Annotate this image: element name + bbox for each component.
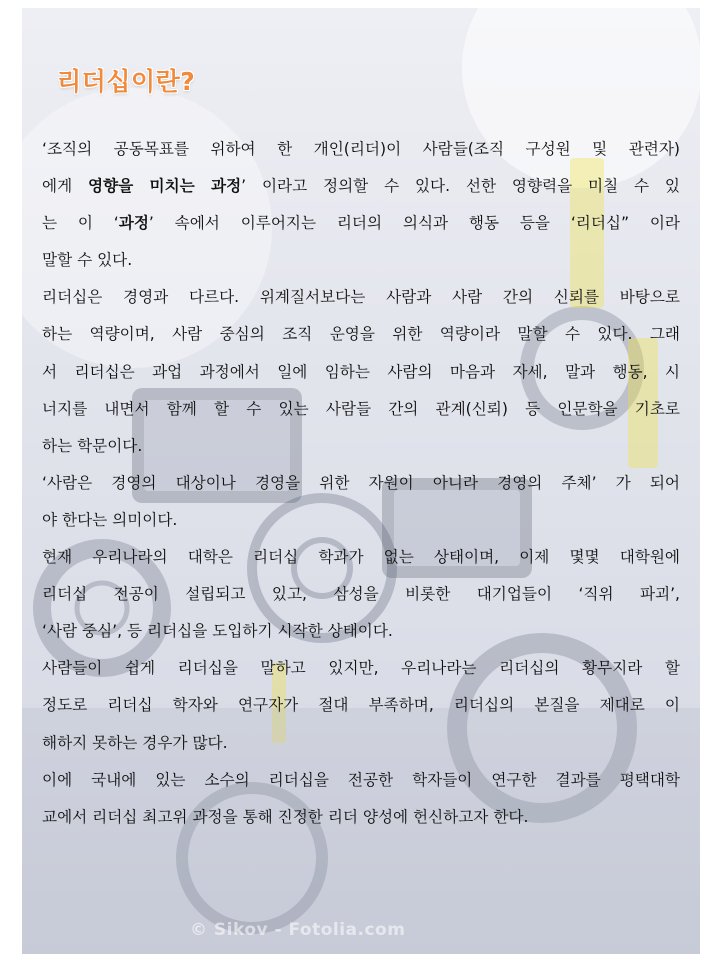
text-line: 사람들이 쉽게 리더십을 말하고 있지만, 우리나라는 리더십의 황무지라 할 (42, 659, 680, 678)
image-watermark: © Sikov - Fotolia.com (190, 920, 406, 940)
text-line: 리더십은 경영과 다르다. 위계질서보다는 사람과 사람 간의 신뢰를 바탕으로 (42, 288, 680, 307)
text-line: 교에서 리더십 최고위 과정을 통해 진정한 리더 양성에 헌신하고자 한다. (42, 807, 529, 826)
text-line: ‘조직의 공동목표를 위하여 한 개인(리더)이 사람들(조직 구성원 및 관련자) (42, 140, 680, 158)
text-line: 이에 국내에 있는 소수의 리더십을 전공한 학자들이 연구한 결과를 평택대학 (42, 770, 680, 789)
text-line: 야 한다는 의미이다. (42, 510, 178, 529)
text-line: ‘사람은 경영의 대상이나 경영을 위한 자원이 아니라 경영의 주체’ 가 되어 (42, 473, 680, 492)
text-line: 하는 학문이다. (42, 436, 143, 455)
text-line: ‘사람 중심’, 등 리더십을 도입하기 시작한 상태이다. (42, 622, 393, 641)
text-line: 리더십 전공이 설립되고 있고, 삼성을 비롯한 대기업들이 ‘직위 파괴’, (42, 585, 680, 604)
text-line: 는 이 ‘과정’ 속에서 이루어지는 리더의 의식과 행동 등을 ‘리더십” 이라 (42, 214, 680, 233)
emphasis-text: 영향을 미치는 과정 (87, 177, 242, 196)
emphasis-text: 과정 (118, 214, 149, 233)
page-title: 리더십이란? (57, 67, 196, 96)
text-line: 하는 역량이며, 사람 중심의 조직 운영을 위한 역량이라 말할 수 있다. 그래 (42, 325, 680, 344)
text-line: 현재 우리나라의 대학은 리더십 학과가 없는 상태이며, 이제 몇몇 대학원에 (42, 548, 680, 567)
text-line: 정도로 리더십 학자와 연구자가 절대 부족하며, 리더십의 본질을 제대로 이 (42, 696, 680, 715)
text-line: 해하지 못하는 경우가 많다. (42, 733, 228, 752)
text-line: 서 리더십은 과업 과정에서 일에 임하는 사람의 마음과 자세, 말과 행동, 시 (42, 362, 680, 381)
text-line: 너지를 내면서 함께 할 수 있는 사람들 간의 관계(신뢰) 등 인문학을 기초로 (42, 399, 680, 418)
article-body (42, 131, 680, 836)
text-line: 에게 영향을 미치는 과정’ 이라고 정의할 수 있다. 선한 영향력을 미칠 수 있 (42, 177, 680, 196)
text-line: 말할 수 있다. (42, 251, 133, 270)
